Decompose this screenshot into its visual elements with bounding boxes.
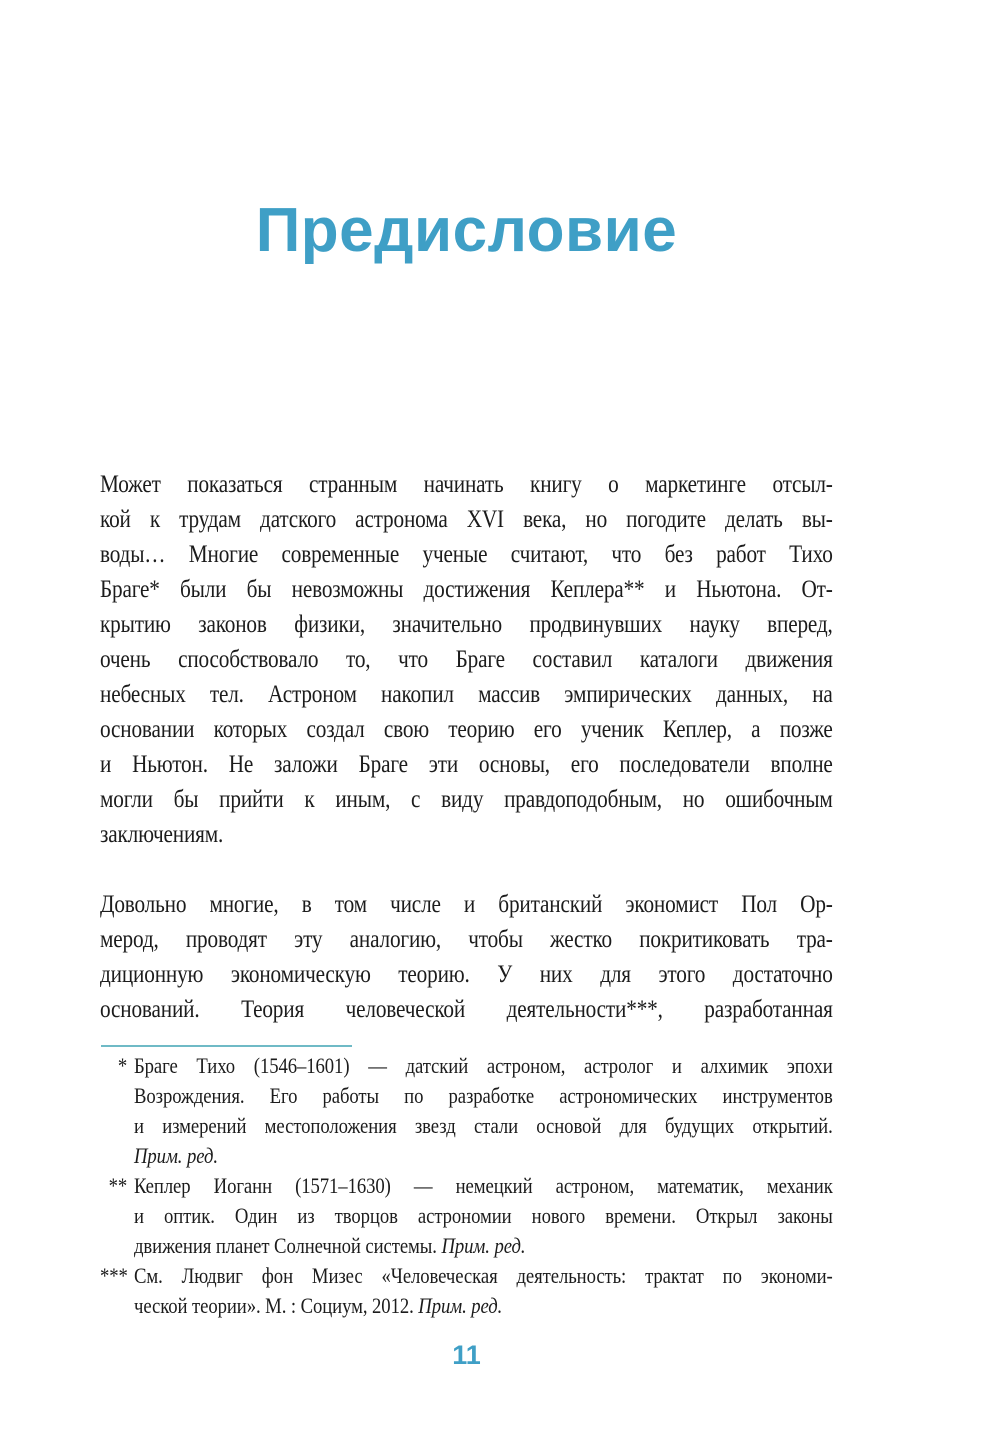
text-line: Кеплер Иоганн (1571–1630) — немецкий астроном, математик, механик — [134, 1173, 833, 1198]
text-line: основании которых создал свою теорию его ученик Кеплер, а позже — [100, 716, 833, 743]
footnote-tail: ческой теории». М. : Социум, 2012. — [134, 1293, 419, 1318]
footnote-marker: *** — [100, 1263, 128, 1288]
text-line: мерод, проводят эту аналогию, чтобы жестко покритиковать тра- — [100, 926, 833, 953]
text-line: заключениям. — [100, 821, 224, 848]
text-line: оснований. Теория человеческой деятельности***, разработанная — [100, 996, 833, 1023]
text-line: диционную экономическую теорию. У них для этого достаточно — [100, 961, 833, 988]
editor-note: Прим. ред. — [134, 1143, 218, 1168]
footnote-3 — [100, 1261, 833, 1321]
footnote-separator — [101, 1045, 352, 1047]
footnote-marker: * — [117, 1053, 128, 1078]
footnote-marker: ** — [108, 1173, 128, 1198]
text-line: Браге* были бы невозможны достижения Кеплера** и Ньютона. От- — [100, 576, 833, 603]
page-title: Предисловие — [255, 195, 678, 265]
paragraph-1 — [100, 467, 833, 852]
text-line: очень способствовало то, что Браге составил каталоги движения — [100, 646, 833, 673]
footnote-2 — [100, 1171, 833, 1261]
paragraph-2 — [100, 887, 833, 1027]
text-line: Довольно многие, в том числе и британский экономист Пол Ор- — [100, 891, 833, 918]
footnote-text — [134, 1171, 833, 1261]
text-line: Может показаться странным начинать книгу о маркетинге отсыл- — [100, 471, 833, 498]
text-line: и оптик. Один из творцов астрономии нового времени. Открыл законы — [134, 1203, 833, 1228]
text-line: и Ньютон. Не заложи Браге эти основы, его последователи вполне — [100, 751, 833, 778]
editor-note: Прим. ред. — [418, 1293, 503, 1318]
text-line: Возрождения. Его работы по разработке астрономических инструментов — [134, 1083, 833, 1108]
text-line — [134, 1141, 833, 1171]
text-line: могли бы прийти к иным, с виду правдоподобным, но ошибочным — [100, 786, 833, 813]
text-line — [134, 1231, 833, 1261]
text-line: крытию законов физики, значительно продвинувших науку вперед, — [100, 611, 833, 638]
text-line: кой к трудам датского астронома XVI века, но погодите делать вы- — [100, 506, 833, 533]
text-line: См. Людвиг фон Мизес «Человеческая деятельность: трактат по экономи- — [134, 1263, 833, 1288]
footnote-text — [134, 1051, 833, 1171]
body-text — [100, 467, 833, 1027]
footnote-tail: движения планет Солнечной системы. — [134, 1233, 442, 1258]
text-line: воды… Многие современные ученые считают, что без работ Тихо — [100, 541, 833, 568]
text-line: и измерений местоположения звезд стали основой для будущих открытий. — [134, 1113, 833, 1138]
text-line: Браге Тихо (1546–1601) — датский астроном, астролог и алхимик эпохи — [134, 1053, 833, 1078]
text-line: небесных тел. Астроном накопил массив эмпирических данных, на — [100, 681, 833, 708]
footnote-1 — [100, 1051, 833, 1171]
footnote-text — [134, 1261, 833, 1321]
page-number: 11 — [452, 1340, 481, 1370]
text-line — [134, 1291, 833, 1321]
footnotes — [100, 1051, 833, 1321]
editor-note: Прим. ред. — [441, 1233, 526, 1258]
